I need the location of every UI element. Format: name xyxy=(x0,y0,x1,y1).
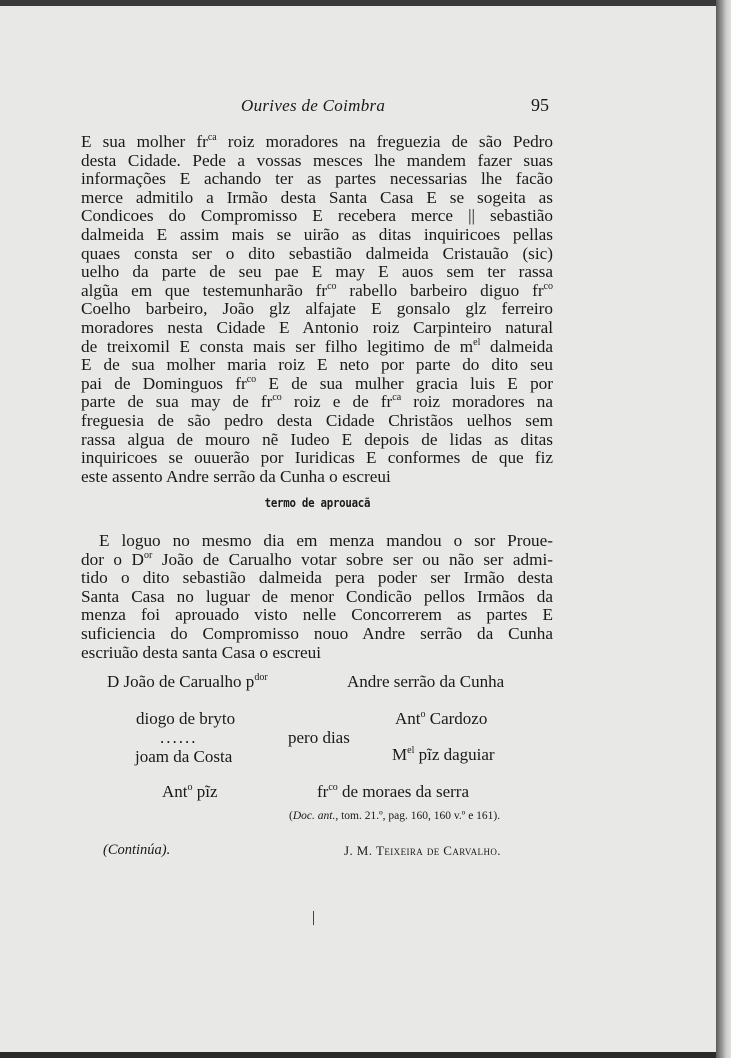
text-run: escriuão desta santa Casa o escreui xyxy=(81,642,322,662)
text-line xyxy=(81,606,553,625)
signature-andre-serrao xyxy=(347,672,504,692)
book-page xyxy=(0,6,716,1052)
text-run: dalmeida E assim mais se uirão as ditas inquiricoes pellas xyxy=(81,224,553,244)
paragraph-admission-request xyxy=(81,133,553,486)
superscript-abbrev: o xyxy=(420,709,426,720)
text-run: Santa Casa no luguar de menor Condicão pellos Irmãos da xyxy=(81,586,553,606)
text-line xyxy=(81,431,553,450)
text-run: pai de Dominguos fr xyxy=(81,373,247,393)
text-line xyxy=(81,263,553,282)
text-run: moradores nesta Cidade E Antonio roiz Carpinteiro natural xyxy=(81,317,553,337)
text-run: D João de Carualho p xyxy=(107,672,255,691)
text-run: este assento Andre serrão da Cunha o escreui xyxy=(81,466,391,486)
text-line xyxy=(81,588,553,607)
superscript-abbrev: ca xyxy=(392,392,402,404)
text-line xyxy=(81,207,553,226)
text-run: desta Cidade. Pede a vossas mesces lhe mandem fazer suas xyxy=(81,150,553,170)
text-run: joam da Costa xyxy=(135,747,233,766)
text-run: de moraes da serra xyxy=(337,782,469,801)
text-run: parte de sua may de fr xyxy=(81,392,273,412)
text-run: freguesia de são pedro desta Cidade Christãos uelhos sem xyxy=(81,410,553,430)
text-run: Coelho barbeiro, João glz alfajate E gonsalo glz ferreiro xyxy=(81,299,553,319)
text-run: algũa em que testemunharão fr xyxy=(81,280,328,300)
text-run: uelho da parte de seu pae E may E auos sem ter rassa xyxy=(81,262,553,282)
text-line xyxy=(81,226,553,245)
text-run: pĩz daguiar xyxy=(414,745,495,764)
text-run: de treixomil E consta mais ser filho legitimo de m xyxy=(81,336,474,356)
text-run: E de sua molher maria roiz E neto por parte do dito seu xyxy=(81,355,553,375)
signature-antonio-piz xyxy=(162,782,218,802)
text-line xyxy=(81,569,553,588)
text-run: rassa algua de mouro nẽ Iudeo E depois de lidas as ditas xyxy=(81,429,553,449)
text-run: rabello barbeiro diguo fr xyxy=(336,280,544,300)
text-run: Cardozo xyxy=(425,709,488,728)
text-line xyxy=(81,393,553,412)
text-run: dor o D xyxy=(81,549,144,569)
text-line xyxy=(81,532,553,551)
text-run: Condicoes do Compromisso E recebera merce || sebastião xyxy=(81,206,553,226)
continued-note: (Continúa). xyxy=(103,842,171,858)
superscript-abbrev: co xyxy=(246,373,257,385)
text-line xyxy=(81,412,553,431)
text-run: tido o dito sebastião dalmeida pera poder ser Irmão desta xyxy=(81,568,553,588)
text-run: diogo de bryto xyxy=(136,709,236,728)
text-run: E loguo no mesmo dia em menza mandou o sor Proue- xyxy=(99,531,553,550)
text-line xyxy=(81,449,553,468)
superscript-abbrev: or xyxy=(143,549,153,561)
text-run: roiz e de fr xyxy=(281,392,393,412)
page-number: 95 xyxy=(531,95,549,115)
text-line xyxy=(81,625,553,644)
author-signature: J. M. Teixeira de Carvalho. xyxy=(344,843,501,858)
text-run: Andre serrão da Cunha xyxy=(347,672,505,691)
text-run: merce admitilo a Irmão desta Santa Casa E se sogeita as xyxy=(81,187,553,207)
superscript-abbrev: dor xyxy=(254,672,268,683)
text-line xyxy=(81,338,553,357)
superscript-abbrev: co xyxy=(328,782,338,793)
text-run: pĩz xyxy=(192,782,218,801)
superscript-abbrev: o xyxy=(187,782,193,793)
text-run: Ant xyxy=(395,709,421,728)
text-line xyxy=(81,356,553,375)
signature-pero-dias xyxy=(288,728,350,748)
superscript-abbrev: el xyxy=(473,336,481,348)
ink-mark xyxy=(313,911,314,925)
text-run: E sua molher fr xyxy=(81,132,208,151)
signature-diogo-de-bryto xyxy=(136,709,235,729)
paragraph-approval-term xyxy=(81,532,553,662)
text-run: suficiencia do Compromisso nouo Andre serrão da Cunha xyxy=(81,623,553,643)
text-run: informações E achando ter as partes necessarias lhe facão xyxy=(81,169,553,189)
scan-right-edge xyxy=(716,0,731,1058)
text-line xyxy=(81,133,553,152)
text-line xyxy=(81,468,553,487)
text-run: João de Carualho votar sobre ser ou não ser admi- xyxy=(152,549,553,569)
text-run: inquiricoes se ouuerão por Iuridicas E conformes de que fiz xyxy=(81,448,553,468)
text-run: menza foi aprouado visto nelle Concorrerem as partes E xyxy=(81,605,553,625)
signature-dots: ...... xyxy=(160,728,198,747)
text-line xyxy=(81,152,553,171)
text-line xyxy=(81,245,553,264)
signature-manuel-piz-daguiar xyxy=(392,745,495,765)
superscript-abbrev: co xyxy=(543,280,553,292)
running-header-title: Ourives de Coimbra xyxy=(241,96,386,115)
text-line xyxy=(81,644,553,663)
text-run: dalmeida xyxy=(480,336,553,356)
section-heading: termo de aprouacã xyxy=(264,495,370,510)
text-run: fr xyxy=(317,782,329,801)
text-line xyxy=(81,319,553,338)
source-citation: (Doc. ant., tom. 21.º, pag. 160, 160 v.º e 161). xyxy=(289,810,501,822)
text-line xyxy=(81,551,553,570)
superscript-abbrev: ca xyxy=(207,132,217,143)
text-line xyxy=(81,170,553,189)
signature-antonio-cardozo xyxy=(395,709,487,729)
text-line xyxy=(81,189,553,208)
text-line xyxy=(81,375,553,394)
text-run: roiz moradores na freguezia de são Pedro xyxy=(216,132,553,151)
signature-joao-de-carualho xyxy=(107,672,268,692)
text-line xyxy=(81,282,553,301)
text-run: Ant xyxy=(162,782,188,801)
text-run: E de sua mulher gracia luis E por xyxy=(256,373,553,393)
superscript-abbrev: co xyxy=(272,392,282,404)
text-run: M xyxy=(392,745,408,764)
signature-joam-da-costa xyxy=(135,747,232,767)
text-run: quaes consta ser o dito sebastião dalmeida Cristauão (sic) xyxy=(81,243,553,263)
superscript-abbrev: el xyxy=(407,745,415,756)
signature-francisco-de-moraes xyxy=(317,782,469,802)
text-line xyxy=(81,300,553,319)
text-run: roiz moradores na xyxy=(401,392,553,412)
superscript-abbrev: co xyxy=(327,280,337,292)
text-run: pero dias xyxy=(288,728,350,747)
